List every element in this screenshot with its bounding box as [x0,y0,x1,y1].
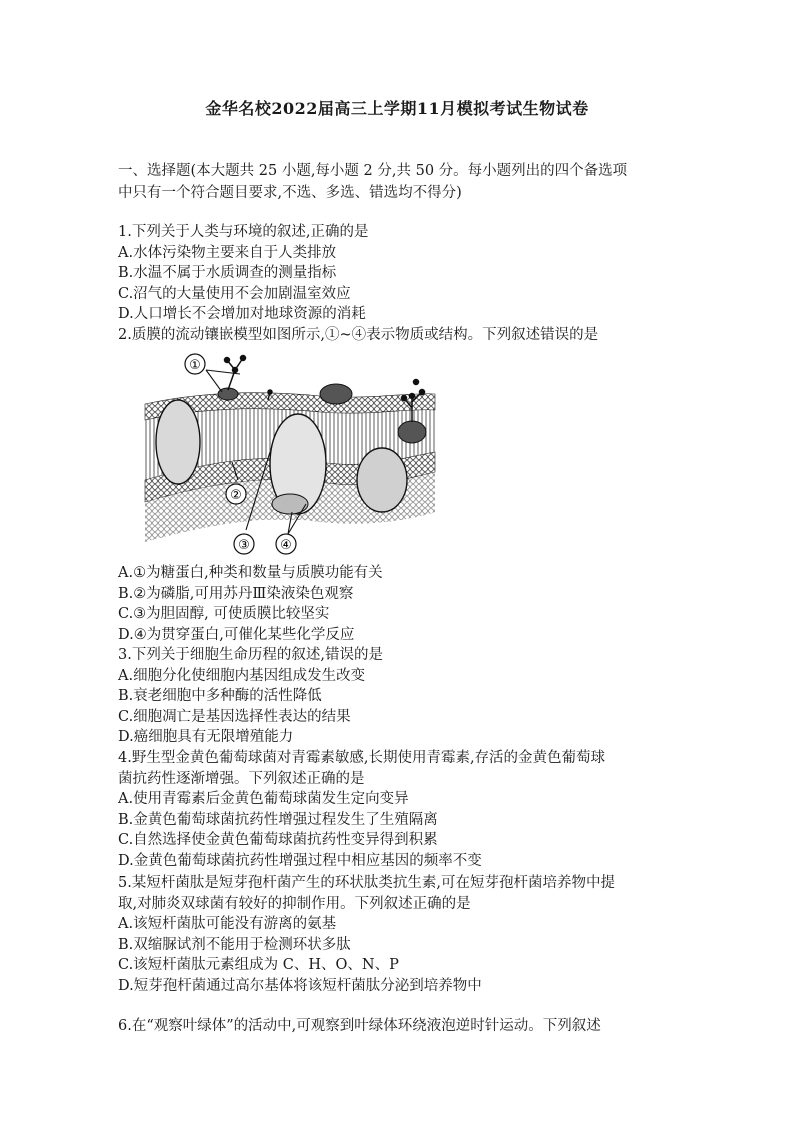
question-stem-line2: 菌抗药性逐渐增强。下列叙述正确的是 [118,770,365,787]
option-b: B.水温不属于水质调查的测量指标 [118,265,337,281]
question-5 [118,873,698,996]
question-stem-line2: 取,对肺炎双球菌有较好的抑制作用。下列叙述正确的是 [118,895,471,912]
protein-right [357,448,407,512]
option-a: A.水体污染物主要来自于人类排放 [118,244,337,261]
question-stem-line1: 5.某短杆菌肽是短芽孢杆菌产生的环状肽类抗生素,可在短芽孢杆菌培养物中提 [118,875,615,891]
option-b: B.②为磷脂,可用苏丹Ⅲ染液染色观察 [118,585,354,602]
option-d: D.短芽孢杆菌通过高尔基体将该短杆菌肽分泌到培养物中 [118,977,482,994]
option-c: C.该短杆菌肽元素组成为 C、H、O、N、P [118,957,399,973]
section-heading-line2: 中只有一个符合题目要求,不选、多选、错选均不得分) [118,185,462,201]
question-2-options [118,563,698,645]
option-d: D.人口增长不会增加对地球资源的消耗 [118,306,366,322]
question-6 [118,1016,698,1037]
option-a: A.细胞分化使细胞内基因组成发生改变 [118,667,366,684]
surface-protein [320,384,352,404]
option-c: C.细胞凋亡是基因选择性表达的结果 [118,708,351,725]
option-a: A.①为糖蛋白,种类和数量与质膜功能有关 [118,565,383,581]
option-d: D.④为贯穿蛋白,可催化某些化学反应 [118,626,355,643]
option-c: C.自然选择使金黄色葡萄球菌抗药性变异得到积累 [118,832,438,848]
label-4-text: ④ [280,538,292,553]
question-stem: 6.在“观察叶绿体”的活动中,可观察到叶绿体环绕液泡逆时针运动。下列叙述 [118,1018,601,1034]
option-a: A.使用青霉素后金黄色葡萄球菌发生定向变异 [118,791,409,807]
protein-left [156,400,200,484]
label-2-text: ② [230,488,242,503]
exam-title: 金华名校2022届高三上学期11月模拟考试生物试卷 [205,99,589,118]
section-heading-line1: 一、选择题(本大题共 25 小题,每小题 2 分,共 50 分。每小题列出的四个备选项 [118,163,628,179]
question-stem: 3.下列关于细胞生命历程的叙述,错误的是 [118,647,383,663]
option-b: B.衰老细胞中多种酶的活性降低 [118,688,322,704]
option-c: C.③为胆固醇, 可使质膜比较坚实 [118,606,330,622]
question-stem: 2.质膜的流动镶嵌模型如图所示,①~④表示物质或结构。下列叙述错误的是 [118,327,599,343]
protein-center-bottom [272,494,308,514]
option-d: D.癌细胞具有无限增殖能力 [118,729,294,745]
label-1-text: ① [189,358,201,373]
option-a: A.该短杆菌肽可能没有游离的氨基 [118,916,337,932]
section-heading [118,160,688,204]
surface-protein-right [398,421,426,443]
option-d: D.金黄色葡萄球菌抗药性增强过程中相应基因的频率不变 [118,852,482,869]
label-3-text: ③ [238,538,250,553]
question-stem: 1.下列关于人类与环境的叙述,正确的是 [118,224,369,240]
membrane-model-figure [140,352,440,557]
question-3 [118,645,698,748]
option-b: B.双缩脲试剂不能用于检测环状多肽 [118,936,351,953]
question-1 [118,222,698,325]
option-b: B.金黄色葡萄球菌抗药性增强过程发生了生殖隔离 [118,811,438,828]
question-4 [118,748,698,871]
question-2-stem [118,325,698,346]
option-c: C.沼气的大量使用不会加剧温室效应 [118,285,351,302]
question-stem-line1: 4.野生型金黄色葡萄球菌对青霉素敏感,长期使用青霉素,存活的金黄色葡萄球 [118,750,606,766]
